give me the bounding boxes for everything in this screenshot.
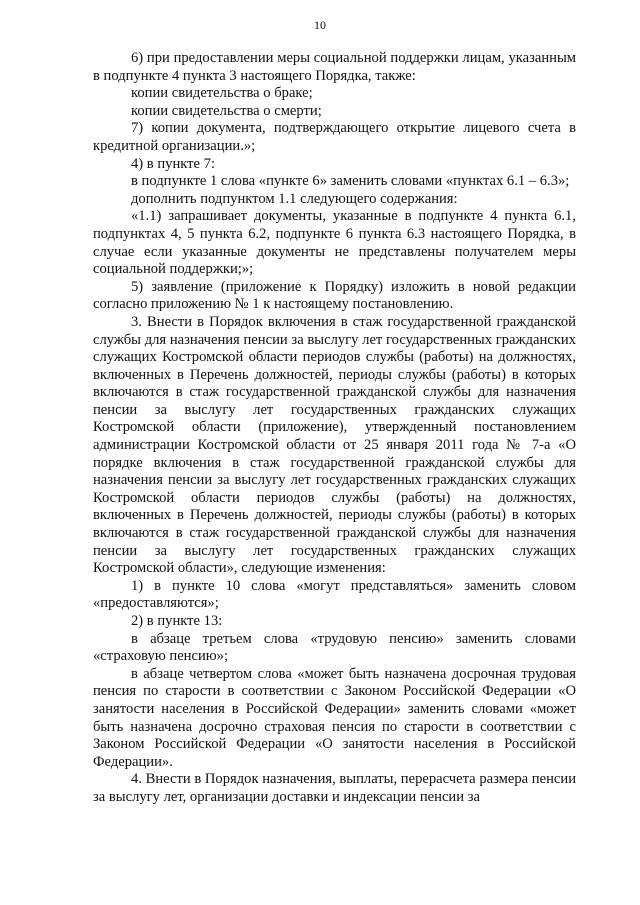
- paragraph-section-4: 4. Внести в Порядок назначения, выплаты, перерасчета размера пенсии за выслугу лет, организации доставки и индексации пенсии за: [93, 771, 576, 805]
- paragraph-subpoint-1-1: «1.1) запрашивает документы, указанные в подпункте 4 пункта 6.1, подпунктах 4, 5 пункта 6.2, подпункте 6 пункта 6.3 настоящего Порядка, в случае если указанные документы не представлены получателем меры социальной поддержки;»;: [93, 208, 576, 278]
- paragraph-death-certificate: копии свидетельства о смерти;: [131, 102, 322, 119]
- paragraph-abzac-4: в абзаце четвертом слова «может быть назначена досрочная трудовая пенсия по старости в соответствии с Законом Российской Федерации «О занятости населения в Российской Федерации» заменить словами «может быть назначена досрочно страховая пенсия по старости в соответствии с Законом Российской Федерации «О занятости населения в Российской Федерации».: [93, 665, 576, 770]
- page-number: 10: [314, 18, 326, 32]
- paragraph-section-3: 3. Внести в Порядок включения в стаж государственной гражданской службы для назначения пенсии за выслугу лет государственных гражданских служащих Костромской области периодов службы (работы) на должностях, включенных в Перечень должностей, периоды службы (работы) в которых включаются в стаж государственной гражданской службы для назначения пенсии за выслугу лет государственных гражданских служащих Костромской области (приложение), утвержденный постановлением администрации Костромской области от 25 января 2011 года № 7-а «О порядке включения в стаж государственной гражданской службы для назначения пенсии за выслугу лет государственных гражданских служащих Костромской области периодов службы (работы) на должностях, включенных в Перечень должностей, периоды службы (работы) в которых включаются в стаж государственной гражданской службы для назначения пенсии за выслугу лет государственных гражданских служащих Костромской области», следующие изменения:: [93, 313, 576, 577]
- paragraph-marriage-certificate: копии свидетельства о браке;: [131, 85, 313, 102]
- paragraph-item-6: 6) при предоставлении меры социальной поддержки лицам, указанным в подпункте 4 пункта 3 настоящего Порядка, также:: [93, 50, 576, 84]
- paragraph-point-4: 4) в пункте 7:: [131, 155, 216, 172]
- paragraph-subpoint-1: в подпункте 1 слова «пункте 6» заменить словами «пунктах 6.1 – 6.3»;: [131, 173, 570, 190]
- document-body: [93, 50, 576, 807]
- paragraph-item-7: 7) копии документа, подтверждающего открытие лицевого счета в кредитной организации.»;: [93, 120, 576, 154]
- paragraph-section-3-item-2: 2) в пункте 13:: [131, 613, 223, 629]
- paragraph-abzac-3: в абзаце третьем слова «трудовую пенсию» заменить словами «страховую пенсию»;: [93, 630, 576, 665]
- paragraph-add-subpoint: дополнить подпунктом 1.1 следующего содержания:: [131, 190, 458, 207]
- paragraph-section-3-item-1: 1) в пункте 10 слова «могут представляться» заменить словом «предоставляются»;: [93, 577, 576, 612]
- paragraph-point-5: 5) заявление (приложение к Порядку) изложить в новой редакции согласно приложению № 1 к настоящему постановлению.: [93, 278, 576, 313]
